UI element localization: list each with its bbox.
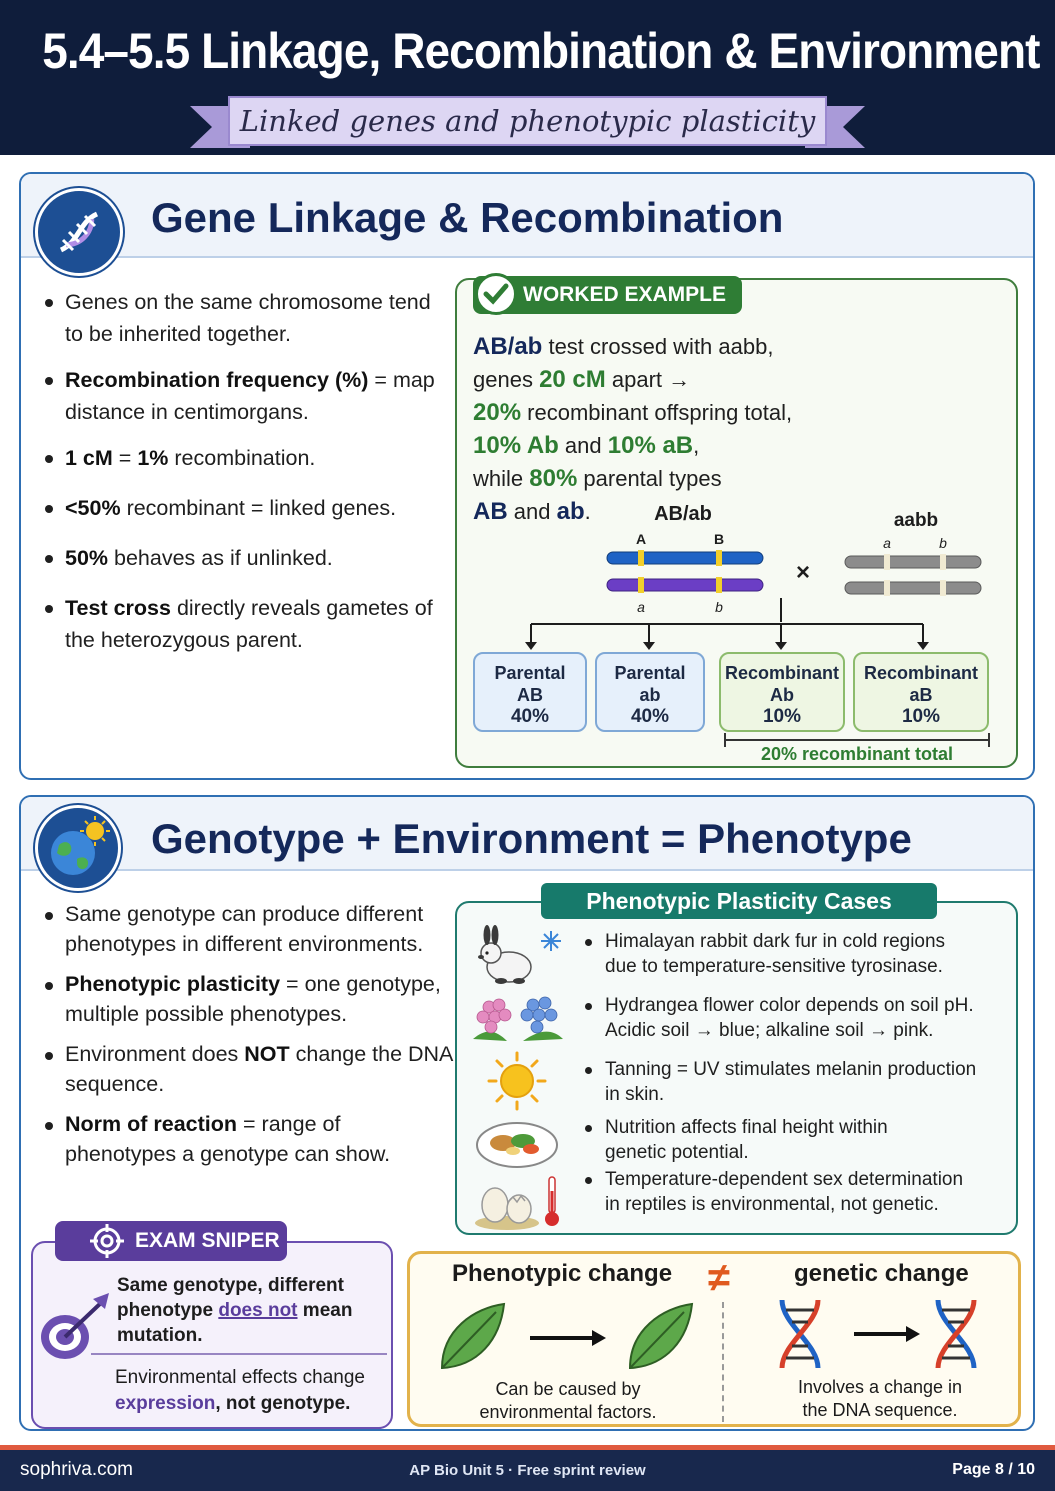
site-link[interactable]: sophriva.com <box>20 1459 133 1480</box>
list-item: Phenotypic plasticity = one genotype, multiple possible phenotypes. <box>43 969 453 1029</box>
allele-A-label: A <box>635 531 647 547</box>
list-item: 1 cM = 1% recombination. <box>43 442 453 474</box>
chromosome-ab-grey-2 <box>845 582 981 594</box>
divider <box>722 1302 724 1422</box>
leaf-change-illustration <box>434 1300 704 1376</box>
chromosome-AB <box>607 552 763 564</box>
dna-icon <box>938 1300 974 1368</box>
list-item: 50% behaves as if unlinked. <box>43 542 453 574</box>
exam-sniper-box: EXAM SNIPER Same genotype, different phenotype does not mean mutation. Environmental effects change expression, not genotype. <box>31 1241 393 1429</box>
list-item: Test cross directly reveals gametes of the heterozygous parent. <box>43 592 453 656</box>
divider <box>91 1353 387 1355</box>
plasticity-cases-tag: Phenotypic Plasticity Cases <box>541 883 937 919</box>
genetic-change-title: genetic change <box>794 1260 969 1287</box>
eggs-thermometer-icon <box>467 1171 567 1231</box>
list-item: Same genotype can produce different phenotypes in different environments. <box>43 899 453 959</box>
recombinant-total: 20% recombinant total <box>760 744 954 764</box>
plasticity-cases-box: Phenotypic Plasticity Cases Himalayan rabbit dark fur in cold regions due to temperature-sensitive tyrosinase. Hydrangea flower color depends on soil pH. Acidic soil → blue; alkaline soil → pink. Tanning = UV stimulates melanin production in skin. Nutrition affects final height within genetic potential. Temperature-dependent sex determination in reptiles is environmental, not genetic. <box>455 901 1018 1235</box>
list-item: Norm of reaction = range of phenotypes a genotype can show. <box>43 1109 453 1169</box>
leaf-icon <box>442 1304 504 1368</box>
outcome-parental-ab: Parental ab 40% <box>595 652 705 732</box>
outcome-parental-AB: Parental AB 40% <box>473 652 587 732</box>
list-item: <50% recombinant = linked genes. <box>43 492 453 524</box>
allele-a-label: a <box>637 599 645 615</box>
list-item: Genes on the same chromosome tend to be inherited together. <box>43 286 453 350</box>
food-plate-icon <box>467 1111 567 1171</box>
not-equal-symbol: ≠ <box>708 1256 730 1300</box>
rabbit-snowflake-icon <box>467 925 567 985</box>
phenotype-vs-genetic-box <box>407 1251 1021 1427</box>
phenotypic-change-caption: Can be caused by environmental factors. <box>479 1379 657 1422</box>
chromosome-ab-grey-1 <box>845 556 981 568</box>
subtitle-ribbon <box>190 96 865 148</box>
parent1-label: AB/ab <box>654 503 712 525</box>
worked-example-text: AB/ab test crossed with aabb, genes 20 cM apart → 20% recombinant offspring total, 10% Ab and 10% aB, while 80% parental types AB and ab. <box>473 333 793 525</box>
list-item: Recombination frequency (%) = map distance in centimorgans. <box>43 364 453 428</box>
allele-b-label: b <box>715 599 723 615</box>
sun-icon <box>467 1051 567 1111</box>
globe-sun-icon <box>35 805 121 891</box>
outcome-recombinant-Ab: Recombinant Ab 10% <box>719 652 845 732</box>
list-item: Environment does NOT change the DNA sequence. <box>43 1039 453 1099</box>
worked-example-box <box>455 278 1018 768</box>
page-subtitle: Linked genes and phenotypic plasticity <box>239 104 816 138</box>
page-header <box>0 0 1055 155</box>
dna-icon <box>35 188 123 276</box>
dna-icon <box>782 1300 818 1368</box>
cross-symbol: × <box>795 559 811 586</box>
leaf-icon <box>630 1304 692 1368</box>
page-footer <box>0 1450 1055 1491</box>
chromosome-ab <box>607 579 763 591</box>
worked-example-tag: WORKED EXAMPLE <box>473 276 742 314</box>
allele-B-label: B <box>713 531 725 547</box>
page-number: Page 8 / 10 <box>952 1461 1035 1478</box>
exam-sniper-tag: EXAM SNIPER <box>55 1221 287 1261</box>
page-title: 5.4–5.5 Linkage, Recombination & Environment <box>42 23 1040 79</box>
phenotypic-change-title: Phenotypic change <box>452 1260 673 1287</box>
allele-b-label-2: b <box>939 535 947 551</box>
footer-course-label: AP Bio Unit 5 · Free sprint review <box>409 1462 646 1479</box>
section-gene-linkage <box>19 172 1035 780</box>
section-title: Genotype + Environment = Phenotype <box>151 815 912 862</box>
outcome-recombinant-aB: Recombinant aB 10% <box>853 652 989 732</box>
cross-arrows <box>531 598 923 644</box>
hydrangea-icon <box>467 987 567 1047</box>
linkage-bullets <box>43 286 453 656</box>
section-genotype-environment <box>19 795 1035 1431</box>
allele-a-label-2: a <box>883 535 891 551</box>
dna-change-illustration <box>774 1298 984 1370</box>
environment-bullets <box>43 899 453 1169</box>
parent2-label: aabb <box>893 510 939 531</box>
genetic-change-caption: Involves a change in the DNA sequence. <box>797 1377 963 1420</box>
crosshair-icon <box>89 1223 125 1259</box>
section-title: Gene Linkage & Recombination <box>151 194 784 241</box>
